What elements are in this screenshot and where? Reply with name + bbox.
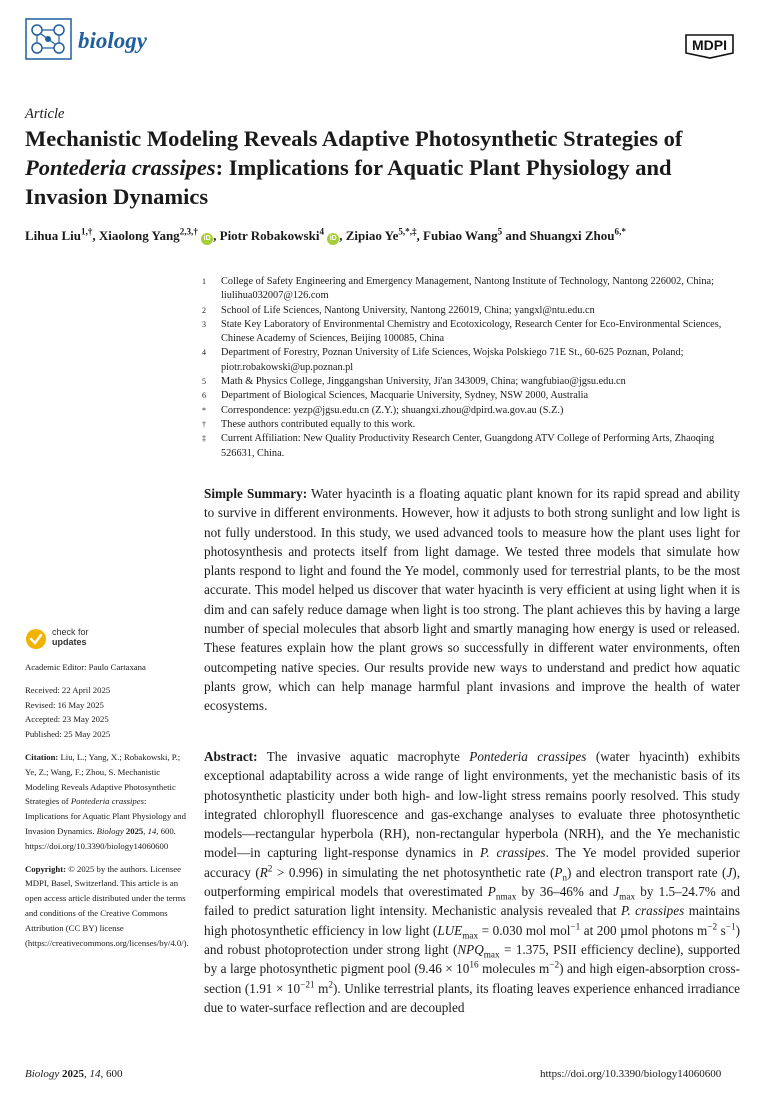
- article-title: [25, 124, 745, 211]
- author-name[interactable]: Lihua Liu: [25, 228, 82, 243]
- date-received: Received: 22 April 2025: [25, 684, 111, 695]
- affiliation-item: [202, 275, 747, 304]
- author-name[interactable]: Zipiao Ye: [345, 228, 399, 243]
- orcid-icon[interactable]: iD: [201, 233, 213, 245]
- affiliation-mark: †: [202, 419, 206, 429]
- affiliation-mark: *: [202, 405, 206, 415]
- footer-citation: Biology 2025, 14, 600: [25, 1068, 123, 1080]
- footer-doi-link[interactable]: https://doi.org/10.3390/biology14060600: [540, 1068, 722, 1080]
- author-name[interactable]: Fubiao Wang: [423, 228, 498, 243]
- affiliation-item: [202, 318, 747, 347]
- author-name[interactable]: Piotr Robakowski: [219, 228, 320, 243]
- affiliation-item: [202, 432, 747, 461]
- copyright: Copyright: © 2025 by the authors. Licensee MDPI, Basel, Switzerland. This article is an open access article distributed under the terms and conditions of the Creative Commons Attribution (CC BY) license (https://creativecommons.org/licenses/by/4.0/).: [25, 863, 189, 948]
- check-line2: updates: [52, 637, 87, 647]
- check-line1: check for: [52, 627, 89, 637]
- affiliations: [202, 275, 747, 461]
- affiliation-text: These authors contributed equally to this work.: [221, 418, 416, 430]
- affiliation-item: [202, 418, 747, 432]
- affiliation-text: College of Safety Engineering and Emergency Management, Nantong Institute of Technology, Nantong 226002, China; liulihua032007@126.com: [221, 276, 714, 302]
- affiliation-text: Current Affiliation: New Quality Productivity Research Center, Guangdong ATV College of Performing Arts, Zhaoqing 526631, China.: [221, 433, 715, 459]
- date-accepted: Accepted: 23 May 2025: [25, 714, 109, 725]
- affiliation-text: State Key Laboratory of Environmental Chemistry and Ecotoxicology, Research Center for Eco-Environmental Sciences, Chinese Academy of Sciences, Beijing 100085, China: [221, 318, 722, 345]
- date-published: Published: 25 May 2025: [25, 729, 111, 740]
- summary-label: Simple Summary:: [204, 486, 308, 501]
- affiliation-text: School of Life Sciences, Nantong University, Nantong 226019, China; yangxl@ntu.edu.cn: [221, 304, 595, 316]
- affiliation-text: Department of Forestry, Poznan University of Life Sciences, Wojska Polskiego 71E St., 60-625 Poznan, Poland; piotr.robakowski@up.poznan.pl: [221, 347, 684, 373]
- check-updates-icon: [25, 628, 47, 650]
- mdpi-logo: [681, 30, 738, 60]
- author-affiliation-marks: 1,†: [81, 226, 93, 237]
- author-affiliation-marks: 5,*,‡: [398, 226, 417, 237]
- affiliation-text: Department of Biological Sciences, Macquarie University, Sydney, NSW 2000, Australia: [221, 390, 589, 402]
- academic-editor: Academic Editor: Paulo Cartaxana: [25, 662, 146, 672]
- affiliation-item: [202, 346, 747, 375]
- citation: Citation: Liu, L.; Yang, X.; Robakowski, P.; Ye, Z.; Wang, F.; Zhou, S. Mechanistic Modeling Reveals Adaptive Photosynthetic Strategies of Pontederia crassipes: Implications for Aquatic Plant Physiology and Invasion Dynamics. Biology 2025, 14, 600. https://doi.org/10.3390/biology14060600: [25, 751, 186, 851]
- author-list: Lihua Liu$^{1,\dagger}$, Xiaolong Yang$^{2,3,\dagger}$ iD , Piotr Robakowski$^4$ iD , Zipiao $Ye^{5,*,\ddagger}$, Fubiao Wang$^5$ and Shuangxi Zhou$^{6,*}$: [25, 226, 626, 243]
- author-affiliation-marks: 5: [497, 226, 503, 237]
- simple-summary: [204, 484, 740, 716]
- author-name[interactable]: Shuangxi Zhou: [529, 228, 615, 243]
- author-name[interactable]: Xiaolong Yang: [98, 228, 180, 243]
- affiliation-mark: ‡: [202, 434, 206, 444]
- affiliation-mark: 2: [202, 305, 206, 315]
- orcid-icon[interactable]: iD: [327, 233, 339, 245]
- affiliation-mark: 3: [202, 319, 206, 329]
- affiliation-text: Math & Physics College, Jinggangshan University, Ji'an 343009, China; wangfubiao@jgsu.edu.cn: [221, 376, 626, 388]
- affiliation-mark: 5: [202, 377, 206, 387]
- abstract: Abstract: The invasive aquatic macrophyte Pontederia crassipes (water hyacinth) exhibits exceptional adaptability across a wide range of light environments, yet the mechanistic basis of its photosynthetic plasticity under both high- and low-light stress remains poorly resolved. This study integrated chlorophyll fluorescence and gas-exchange analyses to evaluate three photosynthetic models—rectangular hyperbola (RH), non-rectangular hyperbola (NRH), and the Ye mechanistic model—in capturing light-response dynamics in P. crassipes. The Ye model provided superior accuracy $(R^2 > 0.996)$ in simulating the net photosynthetic rate $(P_n)$ and electron transport rate (J), outperforming empirical models that overestimated $P_{nmax}$ by 36–46% and $J_{max}$ by 1.5–24.7% and failed to predict saturation light intensity. Mechanistic analysis revealed that P. crassipes maintains high photosynthetic efficiency in low light ($LUE_{max} = 0.030$ mol mol$^{-1}$ at 200 µmol photons $m^{-2}$ $s^{-1}$) and robust photoprotection under strong light ($NPQ_{max} = 1.375$, PSII efficiency decline), supported by a large photosynthetic pigment pool ($9.46 \times 10^{16}$ molecules $m^{-2}$) and high eigen-absorption cross-section ($1.91 \times 10^{-21}$ $m^2$). Unlike terrestrial plants, its floating leaves experience enhanced irradiance due to water-surface reflection and are decoupled: [204, 749, 740, 1015]
- date-revised: Revised: 16 May 2025: [25, 699, 104, 710]
- affiliation-item: [202, 375, 747, 389]
- title-species: Pontederia crassipes: [25, 155, 216, 180]
- affiliation-mark: 6: [202, 391, 206, 401]
- mdpi-logo-text: MDPI: [692, 37, 727, 53]
- title-part2: : Implications for Aquatic Plant Physiology and Invasion Dynamics: [25, 155, 672, 209]
- author-affiliation-marks: 6,*: [614, 226, 626, 237]
- affiliation-item: [202, 304, 747, 318]
- journal-logo-icon: [25, 18, 72, 60]
- title-part1: Mechanistic Modeling Reveals Adaptive Photosynthetic Strategies of: [25, 126, 683, 151]
- article-info-sidebar: [25, 660, 190, 950]
- article-type: Article: [25, 106, 65, 122]
- affiliation-text: Correspondence: yezp@jgsu.edu.cn (Z.Y.); shuangxi.zhou@dpird.wa.gov.au (S.Z.): [221, 404, 564, 416]
- author-affiliation-marks: 4: [319, 226, 324, 237]
- check-for-updates-button[interactable]: [25, 626, 105, 652]
- affiliation-item: [202, 404, 747, 418]
- affiliation-mark: 4: [202, 348, 206, 358]
- affiliation-item: [202, 389, 747, 403]
- abstract-label: Abstract:: [204, 749, 258, 764]
- affiliation-mark: 1: [202, 277, 206, 286]
- summary-text: Water hyacinth is a floating aquatic plant known for its rapid spread and ability to survive in different environments. However, how it adjusts to both strong sunlight and low light is not fully understood. In this study, we used advanced tools to measure how the plant uses light for photosynthesis and protects itself from light damage. We tested three models that simulate how plants respond to light and found the Ye model, commonly used for terrestrial plants, to be the most accurate. This model helped us discover that water hyacinth is very efficient at using light when it is dim and can safely reduce damage when light is too strong. The plant achieves this by having a large number of special molecules that absorb light and smartly managing how energy is used or released. These features explain how the plant grows so successfully in different water environments, often outcompeting native species. Our results provide new ways to understand and predict how aquatic plants grow, which can help manage harmful plant invasions and improve the health of water ecosystems.: [204, 486, 741, 714]
- author-affiliation-marks: 2,3,†: [179, 226, 198, 237]
- journal-name: biology: [78, 28, 147, 53]
